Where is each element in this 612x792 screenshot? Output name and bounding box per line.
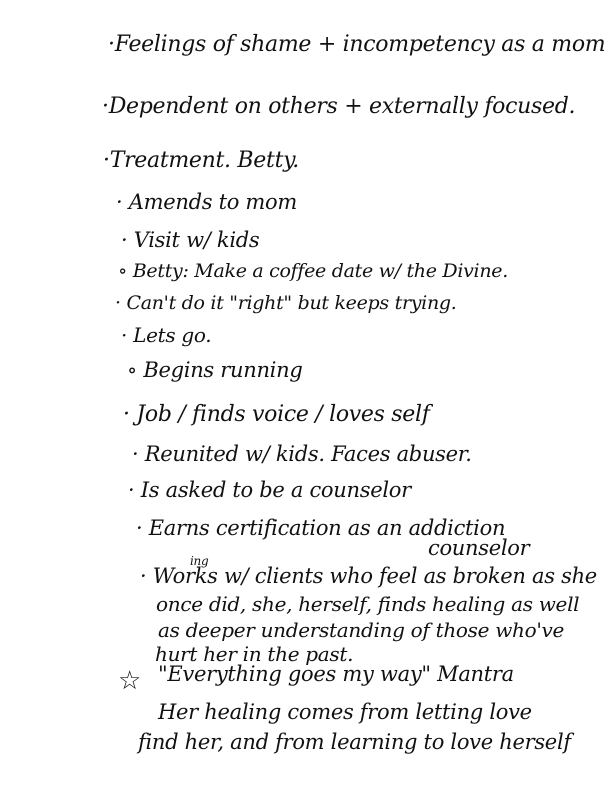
note-line-certification: · Earns certification as an addiction	[136, 516, 506, 540]
note-line-coffee-date: ∘ Betty: Make a coffee date w/ the Divine.	[118, 260, 508, 282]
note-line-visit: · Visit w/ kids	[121, 228, 260, 252]
note-line-counselor: counselor	[428, 536, 530, 560]
note-line-understanding: as deeper understanding of those who've	[158, 618, 565, 642]
note-line-lets-go: · Lets go.	[121, 323, 212, 347]
note-line-healing: Her healing comes from letting love	[158, 700, 532, 724]
note-line-hurt: hurt her in the past.	[155, 642, 354, 666]
note-line-counselor-ask: · Is asked to be a counselor	[128, 478, 411, 502]
note-line-amends: · Amends to mom	[116, 190, 298, 214]
note-line-mantra: "Everything goes my way" Mantra	[158, 662, 514, 686]
note-line-treatment: ·Treatment. Betty.	[103, 148, 300, 173]
note-line-reunited: · Reunited w/ kids. Faces abuser.	[132, 442, 472, 466]
note-line-keeps-trying: · Can't do it "right" but keeps trying.	[115, 292, 457, 314]
note-line-running: ∘ Begins running	[127, 358, 303, 382]
note-line-find-her: find her, and from learning to love herself	[138, 730, 571, 754]
note-line-dependent: ·Dependent on others + externally focused.	[102, 94, 576, 119]
note-insert-ing: ing	[190, 554, 209, 568]
note-line-once-did: once did, she, herself, finds healing as well	[156, 592, 580, 616]
note-line-works: · Works w/ clients who feel as broken as she	[140, 564, 597, 588]
star-icon: ☆	[118, 666, 142, 696]
note-line-shame: ·Feelings of shame + incompetency as a mom	[108, 32, 606, 57]
note-line-job: · Job / finds voice / loves self	[123, 402, 430, 427]
